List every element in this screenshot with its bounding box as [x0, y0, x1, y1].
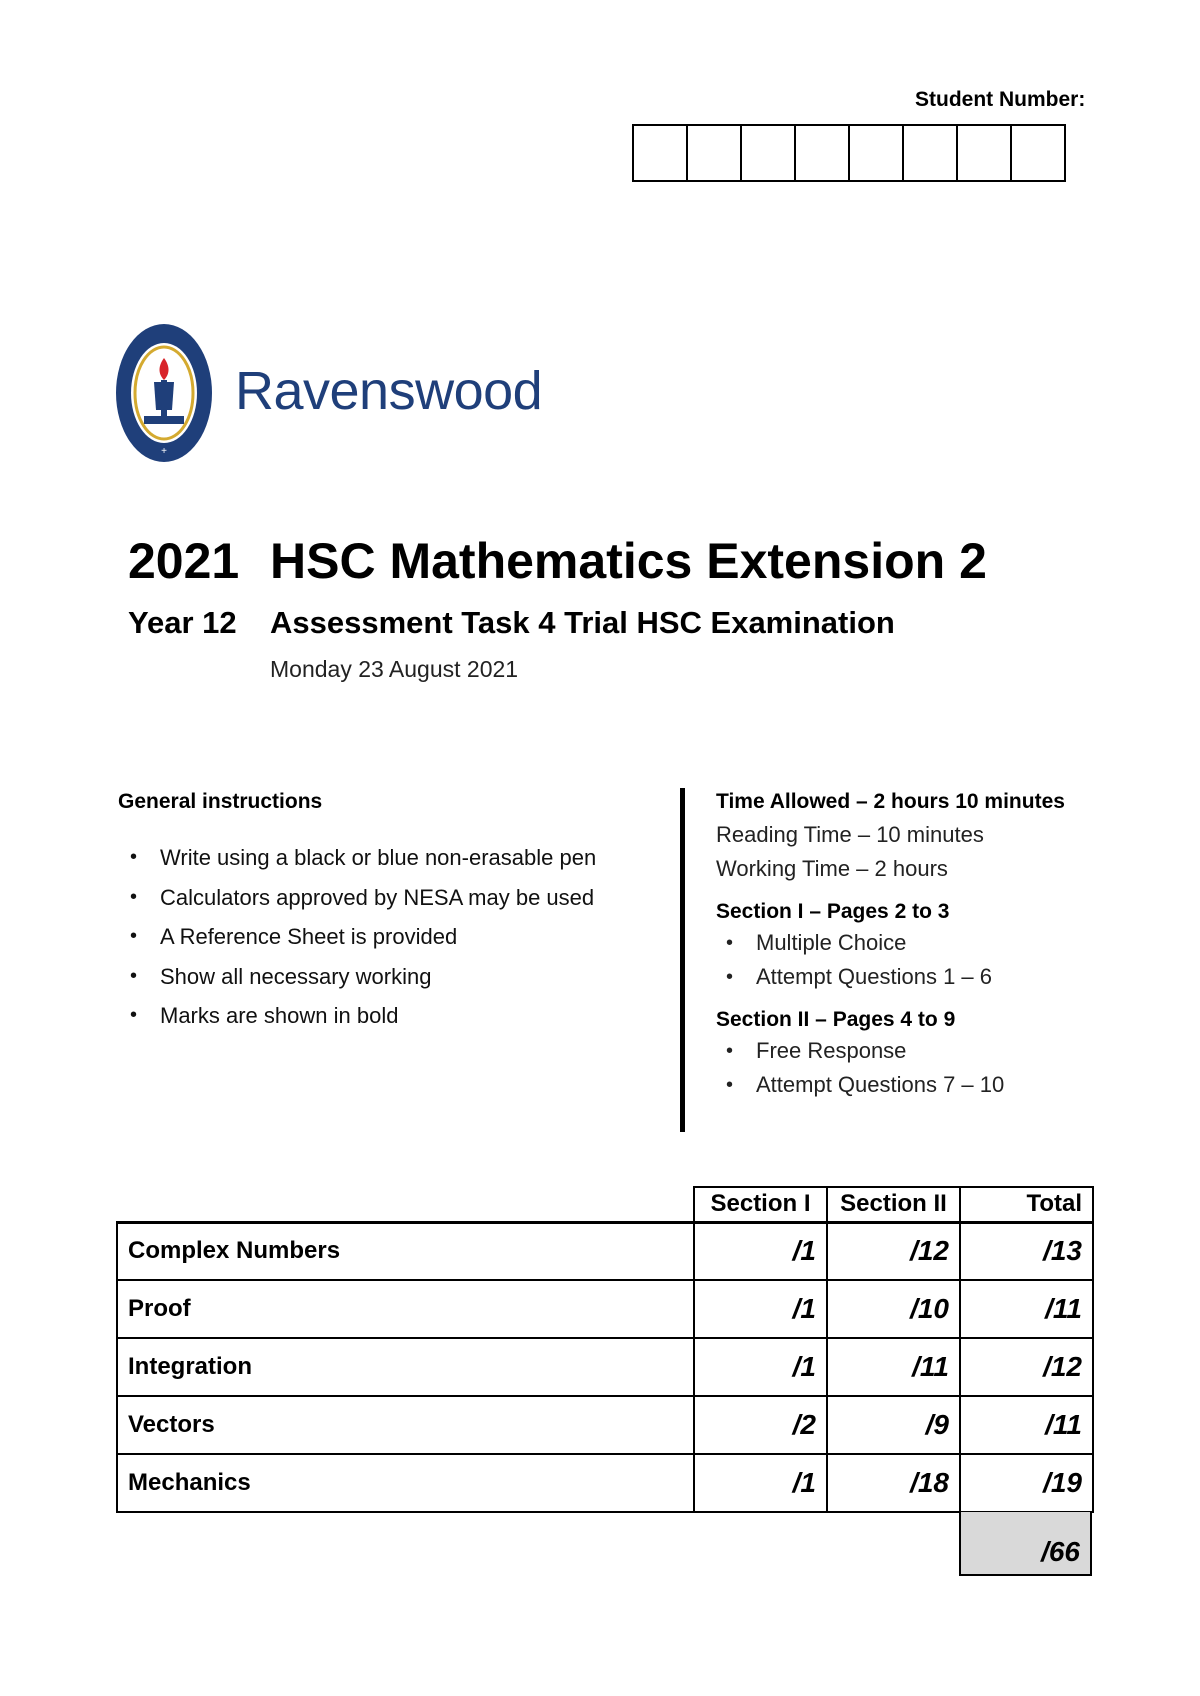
total-mark[interactable]: /11 [960, 1396, 1093, 1454]
student-number-boxes[interactable] [632, 124, 1066, 182]
list-item: • Attempt Questions 1 – 6 [716, 960, 1065, 994]
school-crest-icon [114, 322, 214, 464]
bullet-icon: • [130, 885, 138, 908]
section2-heading: Section II – Pages 4 to 9 [716, 1008, 956, 1031]
list-item: • Marks are shown in bold [118, 996, 596, 1036]
table-row [117, 1338, 1093, 1396]
bullet-icon: • [726, 1040, 734, 1062]
exam-info [716, 790, 1065, 1102]
section2-mark[interactable]: /18 [827, 1454, 960, 1512]
student-number-box[interactable] [794, 124, 850, 182]
student-number-box[interactable] [848, 124, 904, 182]
total-mark[interactable]: /19 [960, 1454, 1093, 1512]
grand-total-cell[interactable]: /66 [959, 1512, 1092, 1576]
bullet-icon: • [726, 1074, 734, 1096]
reading-time: Reading Time – 10 minutes [716, 822, 984, 847]
student-number-box[interactable] [740, 124, 796, 182]
exam-date: Monday 23 August 2021 [270, 656, 519, 682]
marks-table [116, 1186, 1094, 1513]
header-section2: Section II [827, 1187, 960, 1222]
total-mark[interactable]: /13 [960, 1222, 1093, 1280]
exam-subtitle: Assessment Task 4 Trial HSC Examination [270, 605, 895, 640]
instructions-heading: General instructions [118, 790, 323, 813]
table-row [117, 1280, 1093, 1338]
bullet-icon: • [726, 932, 734, 954]
column-divider [680, 788, 685, 1132]
header-section1: Section I [694, 1187, 827, 1222]
bullet-icon: • [130, 846, 138, 868]
section1-list [716, 926, 1065, 994]
topic-cell: Complex Numbers [117, 1222, 694, 1280]
section2-mark[interactable]: /11 [827, 1338, 960, 1396]
header-total: Total [960, 1187, 1093, 1222]
student-number-box[interactable] [902, 124, 958, 182]
list-item: • Free Response [716, 1034, 1065, 1068]
bullet-icon: • [130, 1004, 138, 1026]
section1-mark[interactable]: /1 [694, 1338, 827, 1396]
section2-mark[interactable]: /12 [827, 1222, 960, 1280]
list-item: • Multiple Choice [716, 926, 1065, 960]
bullet-icon: • [726, 966, 734, 988]
table-row [117, 1454, 1093, 1512]
section1-mark[interactable]: /1 [694, 1454, 827, 1512]
bullet-icon: • [130, 925, 138, 947]
school-name-wordmark: Ravenswood [235, 361, 543, 421]
section1-mark[interactable]: /1 [694, 1280, 827, 1338]
list-item: • Show all necessary working [118, 957, 596, 997]
list-item: • A Reference Sheet is provided [118, 917, 596, 957]
list-item: • Write using a black or blue non-erasable pen [118, 838, 596, 878]
list-item: • Calculators approved by NESA may be used [118, 878, 596, 918]
working-time: Working Time – 2 hours [716, 856, 948, 881]
header-blank [117, 1187, 694, 1222]
topic-cell: Mechanics [117, 1454, 694, 1512]
table-row [117, 1222, 1093, 1280]
student-number-box[interactable] [686, 124, 742, 182]
year-level: Year 12 [128, 605, 237, 640]
section2-mark[interactable]: /9 [827, 1396, 960, 1454]
student-number-box[interactable] [1010, 124, 1066, 182]
student-number-box[interactable] [956, 124, 1012, 182]
topic-cell: Integration [117, 1338, 694, 1396]
section1-mark[interactable]: /2 [694, 1396, 827, 1454]
section1-heading: Section I – Pages 2 to 3 [716, 900, 950, 923]
instructions-list [118, 838, 596, 1036]
student-number-box[interactable] [632, 124, 688, 182]
topic-cell: Vectors [117, 1396, 694, 1454]
total-mark[interactable]: /11 [960, 1280, 1093, 1338]
table-row [117, 1396, 1093, 1454]
svg-text:+: + [161, 446, 167, 457]
topic-cell: Proof [117, 1280, 694, 1338]
time-allowed-heading: Time Allowed – 2 hours 10 minutes [716, 790, 1065, 813]
list-item: • Attempt Questions 7 – 10 [716, 1068, 1065, 1102]
section1-mark[interactable]: /1 [694, 1222, 827, 1280]
section2-list [716, 1034, 1065, 1102]
bullet-icon: • [130, 964, 138, 987]
table-header-row [117, 1187, 1093, 1222]
total-mark[interactable]: /12 [960, 1338, 1093, 1396]
section2-mark[interactable]: /10 [827, 1280, 960, 1338]
exam-year: 2021 [128, 533, 240, 589]
exam-title: HSC Mathematics Extension 2 [270, 533, 987, 589]
student-number-label: Student Number: [915, 88, 1086, 111]
